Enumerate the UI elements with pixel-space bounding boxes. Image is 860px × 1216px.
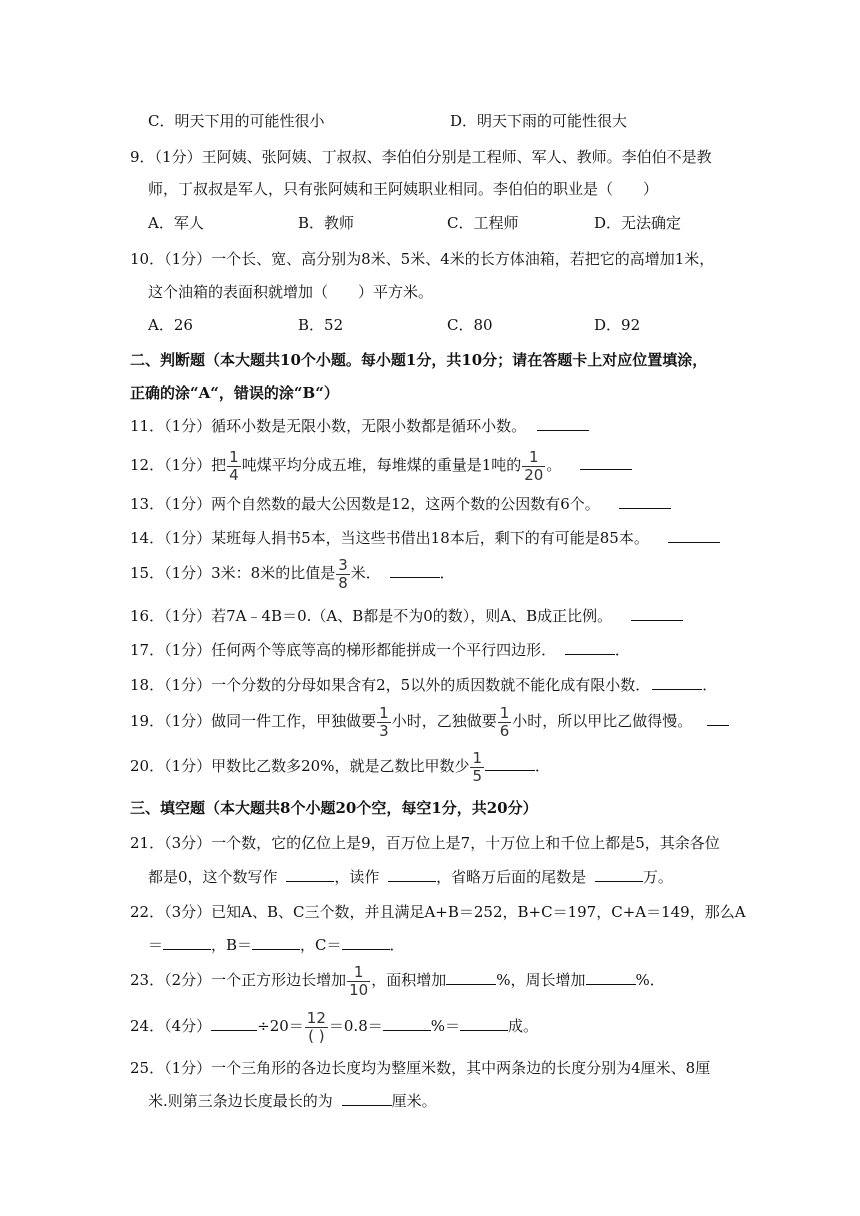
q22-l2d: ． bbox=[389, 936, 405, 954]
q17-text: 17．（1分）任何两个等底等高的梯形都能拼成一个平行四边形． bbox=[130, 641, 557, 659]
q17-end: ． bbox=[614, 641, 630, 659]
answer-blank[interactable] bbox=[707, 711, 729, 726]
q17 bbox=[130, 639, 630, 661]
q10-option-a: A．26 bbox=[148, 316, 193, 334]
fraction-numerator: 1 bbox=[379, 703, 389, 722]
q13-text: 13．（1分）两个自然数的最大公因数是12，这两个数的公因数有6个。 bbox=[130, 495, 600, 513]
q14-text: 14．（1分）某班每人捐书5本，当这些书借出18本后，剩下的有可能是85本。 bbox=[130, 529, 649, 547]
q21-l2c: ，省略万后面的尾数是 bbox=[436, 868, 587, 886]
q25-l2a: 米.则第三条边长度最长的为 bbox=[148, 1092, 333, 1110]
answer-blank[interactable] bbox=[485, 756, 535, 771]
fraction bbox=[305, 1008, 328, 1045]
q9-option-a: A．军人 bbox=[148, 214, 204, 232]
answer-blank[interactable] bbox=[383, 1016, 431, 1031]
q9-line2: 师，丁叔叔是军人，只有张阿姨和王阿姨职业相同。李伯伯的职业是（ ） bbox=[148, 180, 659, 198]
answer-blank[interactable] bbox=[390, 563, 440, 578]
answer-blank[interactable] bbox=[619, 494, 671, 509]
q8-option-d: D．明天下雨的可能性很大 bbox=[450, 112, 628, 130]
q20 bbox=[130, 749, 550, 784]
q24-d: 成。 bbox=[508, 1017, 539, 1035]
fraction-denominator: 5 bbox=[472, 766, 483, 785]
fraction-numerator: 12 bbox=[306, 1008, 326, 1027]
fraction bbox=[227, 447, 241, 484]
q24-c: %＝ bbox=[430, 1017, 461, 1035]
q9-option-d: D．无法确定 bbox=[594, 214, 682, 232]
answer-blank[interactable] bbox=[595, 867, 643, 882]
fraction bbox=[498, 703, 512, 740]
q18-text: 18．（1分）一个分数的分母如果含有2，5以外的质因数就不能化成有限小数． bbox=[130, 676, 651, 694]
fraction bbox=[347, 962, 370, 999]
q23-pre: 23．（2分）一个正方形边长增加 bbox=[130, 971, 347, 989]
q21-l2d: 万。 bbox=[642, 868, 673, 886]
q19 bbox=[130, 704, 729, 739]
q22-l2a: ＝ bbox=[148, 936, 164, 954]
fraction-denominator: 3 bbox=[379, 721, 389, 740]
section2-heading-line1: 二、判断题（本大题共10个小题。每小题1分，共10分；请在答题卡上对应位置填涂， bbox=[130, 351, 708, 369]
fraction-numerator: 1 bbox=[353, 962, 364, 981]
q24-b: ＝0.8＝ bbox=[328, 1017, 383, 1035]
q22-line2 bbox=[148, 934, 405, 956]
q10-line2: 这个油箱的表面积就增加（ ）平方米。 bbox=[148, 283, 434, 301]
q19-post: 小时，所以甲比乙做得慢。 bbox=[512, 712, 693, 730]
q18-end: ． bbox=[702, 676, 718, 694]
q9-option-b: B．教师 bbox=[298, 214, 355, 232]
q22-l2b: ，B＝ bbox=[211, 936, 253, 954]
q23-mid: ，面积增加 bbox=[371, 971, 447, 989]
q25-line1: 25．（1分）一个三角形的各边长度均为整厘米数，其中两条边的长度分别为4厘米、8厘 bbox=[130, 1059, 711, 1077]
fraction-numerator: 1 bbox=[499, 703, 510, 722]
answer-blank[interactable] bbox=[342, 935, 390, 950]
q21-line1: 21．（3分）一个数，它的亿位上是9，百万位上是7，十万位上和千位上都是5，其余各位 bbox=[130, 834, 720, 852]
q23-post: %． bbox=[635, 971, 665, 989]
q13 bbox=[130, 493, 671, 515]
q19-pre: 19．（1分）做同一件工作，甲独做要 bbox=[130, 712, 377, 730]
q22-l2c: ，C＝ bbox=[300, 936, 342, 954]
fraction-numerator: 1 bbox=[472, 748, 483, 767]
fraction-numerator: 1 bbox=[529, 447, 539, 466]
q15-pre: 15．（1分）3米：8米的比值是 bbox=[130, 564, 336, 582]
q9-option-c: C．工程师 bbox=[447, 214, 519, 232]
answer-blank[interactable] bbox=[537, 416, 589, 431]
fraction bbox=[470, 748, 484, 785]
fraction bbox=[336, 555, 350, 592]
fraction-denominator: 8 bbox=[338, 573, 348, 592]
answer-blank[interactable] bbox=[252, 935, 300, 950]
q20-pre: 20．（1分）甲数比乙数多20%，就是乙数比甲数少 bbox=[130, 757, 470, 775]
q23 bbox=[130, 963, 665, 998]
fraction-denominator: 4 bbox=[229, 465, 239, 484]
q12-mid: 吨煤平均分成五堆，每堆煤的重量是1吨的 bbox=[241, 456, 522, 474]
fraction-numerator: 1 bbox=[229, 447, 239, 466]
answer-blank[interactable] bbox=[631, 606, 683, 621]
q21-line2 bbox=[148, 866, 673, 888]
q15-post: 米． bbox=[350, 564, 381, 582]
q20-end: ． bbox=[535, 757, 551, 775]
q16-text: 16．（1分）若7A﹣4B＝0.（A、B都是不为0的数），则A、B成正比例。 bbox=[130, 607, 613, 625]
q11-text: 11．（1分）循环小数是无限小数，无限小数都是循环小数。 bbox=[130, 417, 527, 435]
answer-blank[interactable] bbox=[286, 867, 334, 882]
answer-blank[interactable] bbox=[342, 1091, 392, 1106]
answer-blank[interactable] bbox=[388, 867, 436, 882]
fraction-denominator: 6 bbox=[499, 721, 510, 740]
q24-a: ÷20＝ bbox=[257, 1017, 304, 1035]
q9-line1: 9．（1分）王阿姨、张阿姨、丁叔叔、李伯伯分别是工程师、军人、教师。李伯伯不是教 bbox=[130, 148, 712, 166]
answer-blank[interactable] bbox=[652, 675, 702, 690]
fraction-denominator: 20 bbox=[524, 465, 544, 484]
answer-blank[interactable] bbox=[668, 528, 720, 543]
answer-blank[interactable] bbox=[580, 455, 632, 470]
q25-l2b: 厘米。 bbox=[391, 1092, 437, 1110]
q10-option-d: D．92 bbox=[594, 316, 641, 334]
answer-blank[interactable] bbox=[163, 935, 211, 950]
q14 bbox=[130, 527, 720, 549]
q25-line2 bbox=[148, 1090, 437, 1112]
section3-heading: 三、填空题（本大题共8个小题20个空，每空1分，共20分） bbox=[130, 799, 538, 817]
q15-end: ． bbox=[439, 564, 455, 582]
fraction bbox=[377, 703, 391, 740]
q11 bbox=[130, 415, 589, 437]
q8-option-c: C．明天下用的可能性很小 bbox=[148, 112, 325, 130]
q24 bbox=[130, 1008, 538, 1044]
fraction bbox=[522, 447, 545, 484]
q24-pre: 24．（4分） bbox=[130, 1017, 212, 1035]
q12-post: 。 bbox=[546, 456, 562, 474]
answer-blank[interactable] bbox=[211, 1016, 257, 1031]
answer-blank[interactable] bbox=[565, 640, 615, 655]
q18 bbox=[130, 674, 717, 696]
q19-mid: 小时，乙独做要 bbox=[391, 712, 497, 730]
q21-l2b: ，读作 bbox=[334, 868, 380, 886]
section2-heading-line2: 正确的涂“A“，错误的涂“B“） bbox=[130, 384, 339, 402]
q12-pre: 12．（1分）把 bbox=[130, 456, 227, 474]
fraction-denominator: 10 bbox=[349, 980, 369, 999]
q16 bbox=[130, 605, 683, 627]
q15 bbox=[130, 556, 455, 591]
answer-blank[interactable] bbox=[586, 970, 636, 985]
fraction-numerator: 3 bbox=[338, 555, 348, 574]
fraction-denominator: ( ) bbox=[308, 1026, 325, 1045]
answer-blank[interactable] bbox=[446, 970, 496, 985]
q12 bbox=[130, 448, 632, 483]
q10-option-b: B．52 bbox=[298, 316, 344, 334]
q10-option-c: C．80 bbox=[447, 316, 493, 334]
q23-mid2: %，周长增加 bbox=[496, 971, 586, 989]
answer-blank[interactable] bbox=[460, 1016, 508, 1031]
q21-l2a: 都是0，这个数写作 bbox=[148, 868, 278, 886]
q10-line1: 10．（1分）一个长、宽、高分别为8米、5米、4米的长方体油箱，若把它的高增加1米， bbox=[130, 250, 715, 268]
q22-line1: 22．（3分）已知A、B、C三个数，并且满足A+B＝252，B+C＝197，C+A＝149，那么A bbox=[130, 903, 746, 921]
